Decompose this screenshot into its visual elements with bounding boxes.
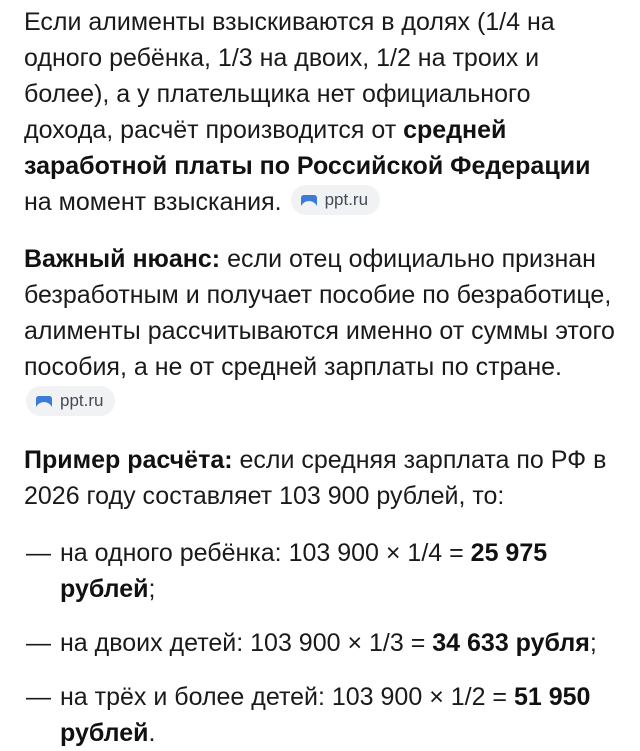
list-item-text: на трёх и более детей: 103 900 × 1/2 = xyxy=(60,683,514,711)
paragraph-alimony-basis xyxy=(24,4,622,220)
paragraph-important-nuance xyxy=(24,241,622,421)
paragraph-bold: средней заработной платы по Российской Федерации xyxy=(24,116,591,180)
list-dash: — xyxy=(26,629,51,657)
list-item-end: ; xyxy=(589,629,597,657)
source-chip[interactable] xyxy=(291,185,380,215)
source-chip-label: ppt.ru xyxy=(60,391,104,410)
list-item-text: на одного ребёнка: 103 900 × 1/4 = xyxy=(60,539,471,567)
paragraph-bold: Важный нюанс: xyxy=(24,245,221,273)
paragraph-text: если средняя зарплата по РФ в 2026 году составляет 103 900 рублей, то: xyxy=(24,446,607,510)
source-chip[interactable] xyxy=(26,386,115,416)
list-item-end: ; xyxy=(148,575,156,603)
paragraph-text: если отец официально признан безработным и получает пособие по безработице, алименты рассчитываются именно от суммы этого пособия, а не от средней зарплаты по стране. xyxy=(24,245,615,381)
ppt-favicon-icon xyxy=(299,193,319,207)
list-item-amount: 25 975 рублей xyxy=(60,539,548,603)
list-item-end: . xyxy=(148,719,156,747)
list-dash: — xyxy=(26,683,51,711)
list-item xyxy=(24,535,622,607)
paragraph-bold: Пример расчёта: xyxy=(24,446,233,474)
list-dash: — xyxy=(26,539,51,567)
paragraph-calc-example xyxy=(24,442,622,514)
list-item-amount: 34 633 рубля xyxy=(432,629,590,657)
list-item xyxy=(24,625,622,661)
list-item xyxy=(24,679,622,751)
list-item-text: на двоих детей: 103 900 × 1/3 = xyxy=(60,629,433,657)
list-item-amount: 51 950 рублей xyxy=(60,683,591,747)
source-chip-label: ppt.ru xyxy=(324,190,369,209)
ppt-favicon-icon xyxy=(34,394,54,408)
paragraph-text: Если алименты взыскиваются в долях (1/4 на одного ребёнка, 1/3 на двоих, 1/2 на троих и более), а у плательщика нет официального дохода, расчёт производится от xyxy=(24,8,555,144)
paragraph-tail: на момент взыскания. xyxy=(24,188,282,216)
